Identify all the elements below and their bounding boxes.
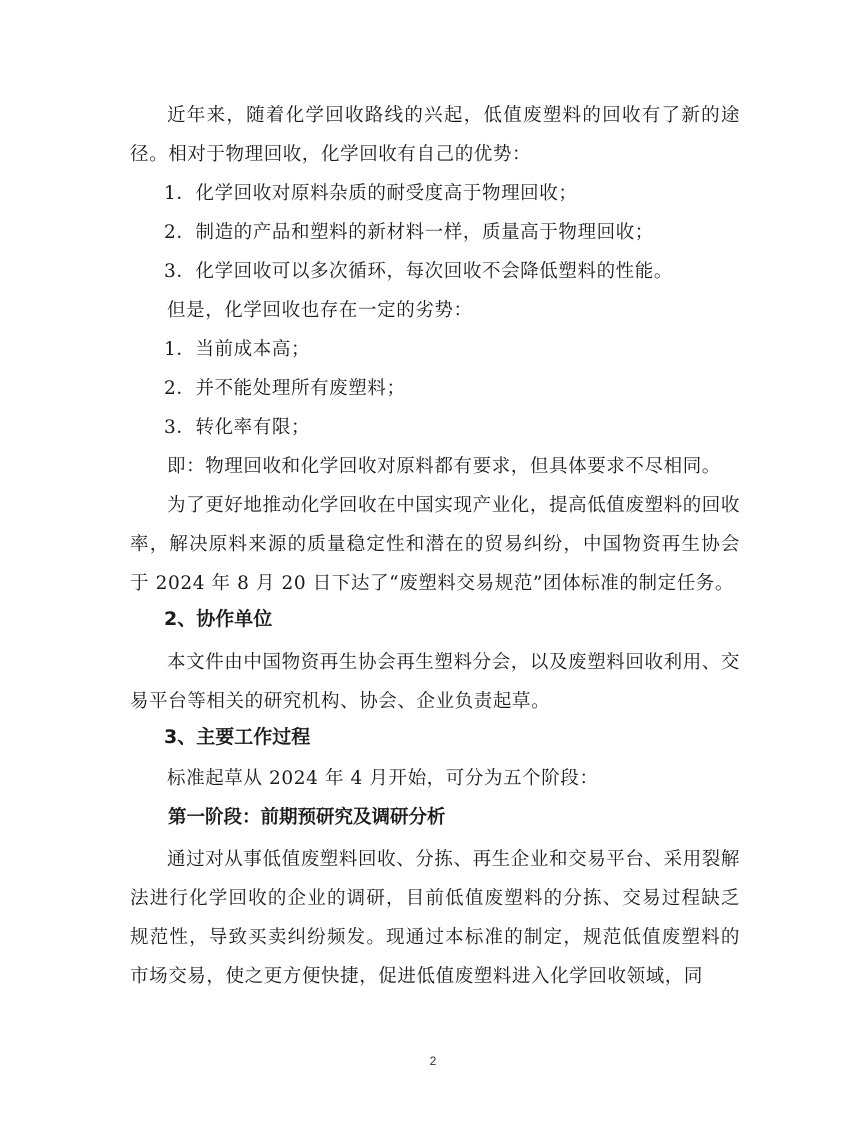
section-3-body-wrap [130,759,740,798]
intro-section [130,96,740,174]
stage-1-heading: 第一阶段：前期预研究及调研分析 [168,807,446,828]
section-3-heading: 3、主要工作过程 [164,726,311,748]
stage-1-body: 通过对从事低值废塑料回收、分拣、再生企业和交易平台、采用裂解法进行化学回收的企业的调研，目前低值废塑料的分拣、交易过程缺乏规范性，导致买卖纠纷频发。现通过本标准的制定，规范低值废塑料的市场交易，使之更方便快捷，促进低值废塑料进入化学回收领域，同 [130,849,741,987]
page-number: 2 [429,1054,437,1068]
disadvantage-item-2: 2．并不能处理所有废塑料； [164,378,406,399]
disadvantage-item-3: 3．转化率有限； [164,417,311,438]
task-section [130,486,740,603]
intro-paragraph: 近年来，随着化学回收路线的兴起，低值废塑料的回收有了新的途径。相对于物理回收，化学回收有自己的优势： [130,105,740,165]
section-2-heading: 2、协作单位 [164,608,273,630]
section-2 [130,598,740,640]
disadvantage-intro: 但是，化学回收也存在一定的劣势： [167,300,473,321]
stage-1-body-wrap [130,840,740,996]
advantages-list [130,174,740,486]
disadvantage-item-1: 1．当前成本高； [164,339,311,360]
summary-paragraph: 即：物理回收和化学回收对原料都有要求，但具体要求不尽相同。 [167,456,721,477]
section-2-body: 本文件由中国物资再生协会再生塑料分会，以及废塑料回收利用、交易平台等相关的研究机构、协会、企业负责起草。 [130,652,741,712]
section-2-body-wrap [130,643,740,721]
advantage-item-2: 2．制造的产品和塑料的新材料一样，质量高于物理回收； [164,222,654,243]
advantage-item-3: 3．化学回收可以多次循环，每次回收不会降低塑料的性能。 [164,261,673,282]
task-paragraph: 为了更好地推动化学回收在中国实现产业化，提高低值废塑料的回收率，解决原料来源的质量稳定性和潜在的贸易纠纷，中国物资再生协会于 2024 年 8 月 20 日下达了“废塑料交易规范”团体标准的制定任务。 [130,495,741,594]
advantage-item-1: 1．化学回收对原料杂质的耐受度高于物理回收； [164,183,578,204]
stage-1 [130,797,740,839]
section-3-body: 标准起草从 2024 年 4 月开始，可分为五个阶段： [167,768,599,789]
section-3 [130,716,740,758]
